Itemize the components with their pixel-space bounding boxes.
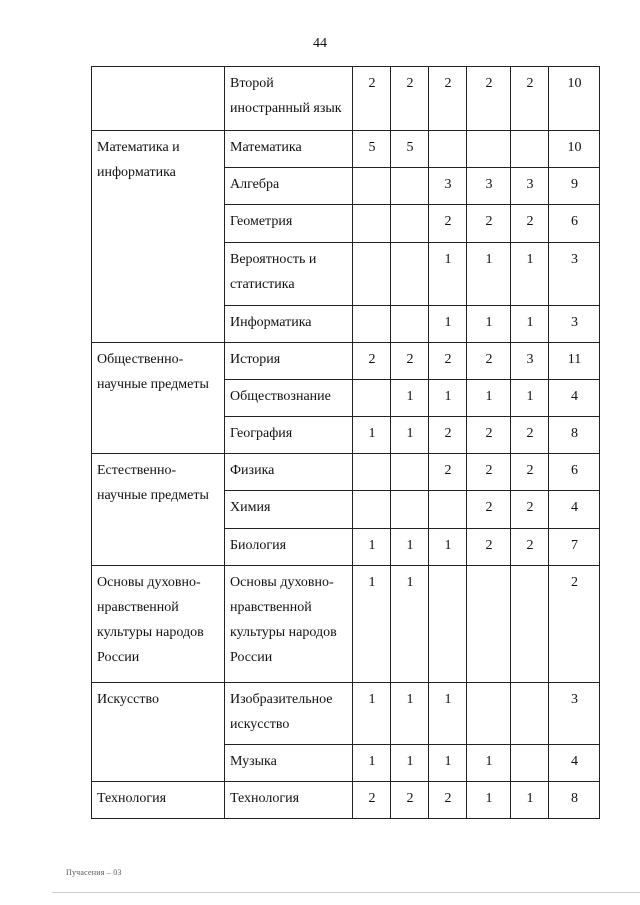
hours-cell: 1 — [353, 417, 391, 454]
subject-area-cell: Искусство — [92, 683, 225, 782]
hours-cell: 1 — [429, 683, 467, 745]
hours-cell: 1 — [353, 683, 391, 745]
hours-cell: 2 — [467, 205, 511, 243]
hours-cell: 2 — [511, 454, 549, 491]
total-cell: 7 — [549, 529, 600, 566]
hours-cell: 2 — [467, 343, 511, 380]
hours-cell: 2 — [511, 417, 549, 454]
hours-cell: 1 — [467, 380, 511, 417]
hours-cell: 3 — [467, 168, 511, 205]
hours-cell: 3 — [511, 343, 549, 380]
subject-cell: Химия — [225, 491, 353, 529]
hours-cell — [353, 454, 391, 491]
subject-cell: Изобразительное искусство — [225, 683, 353, 745]
total-cell: 6 — [549, 454, 600, 491]
hours-cell — [353, 306, 391, 343]
hours-cell — [353, 491, 391, 529]
hours-cell: 2 — [429, 205, 467, 243]
hours-cell: 1 — [511, 782, 549, 819]
subject-area-cell: Естественно-научные предметы — [92, 454, 225, 566]
total-cell: 8 — [549, 782, 600, 819]
subject-area-cell — [92, 67, 225, 131]
hours-cell — [353, 205, 391, 243]
hours-cell: 3 — [511, 168, 549, 205]
hours-cell: 1 — [467, 306, 511, 343]
hours-cell — [467, 131, 511, 168]
hours-cell: 2 — [429, 417, 467, 454]
hours-cell — [429, 131, 467, 168]
subject-cell: Информатика — [225, 306, 353, 343]
hours-cell: 1 — [429, 306, 467, 343]
hours-cell: 2 — [511, 529, 549, 566]
hours-cell: 1 — [467, 243, 511, 306]
subject-cell: География — [225, 417, 353, 454]
hours-cell: 1 — [429, 529, 467, 566]
table-row — [92, 454, 600, 491]
hours-cell: 1 — [511, 380, 549, 417]
hours-cell — [391, 306, 429, 343]
subject-cell: История — [225, 343, 353, 380]
total-cell: 9 — [549, 168, 600, 205]
total-cell: 4 — [549, 380, 600, 417]
hours-cell: 5 — [391, 131, 429, 168]
hours-cell: 1 — [429, 243, 467, 306]
hours-cell: 2 — [467, 529, 511, 566]
hours-cell: 2 — [467, 417, 511, 454]
hours-cell: 2 — [429, 343, 467, 380]
hours-cell: 2 — [511, 67, 549, 131]
hours-cell: 2 — [391, 343, 429, 380]
hours-cell — [353, 243, 391, 306]
hours-cell — [511, 683, 549, 745]
hours-cell: 2 — [429, 454, 467, 491]
hours-cell — [391, 454, 429, 491]
hours-cell: 1 — [511, 306, 549, 343]
hours-cell: 2 — [467, 491, 511, 529]
total-cell: 3 — [549, 243, 600, 306]
hours-cell: 2 — [467, 454, 511, 491]
hours-cell: 1 — [391, 529, 429, 566]
hours-cell — [511, 131, 549, 168]
subject-cell: Технология — [225, 782, 353, 819]
page-number: 44 — [313, 36, 327, 51]
table-row — [92, 683, 600, 745]
total-cell: 8 — [549, 417, 600, 454]
footer-mark: Пучасения – 03 — [66, 868, 122, 877]
hours-cell: 1 — [353, 529, 391, 566]
subject-cell: Математика — [225, 131, 353, 168]
subject-cell: Обществознание — [225, 380, 353, 417]
total-cell: 4 — [549, 491, 600, 529]
table-row — [92, 782, 600, 819]
total-cell: 3 — [549, 306, 600, 343]
hours-cell: 3 — [429, 168, 467, 205]
hours-cell — [429, 566, 467, 683]
subject-area-cell: Общественно-научные предметы — [92, 343, 225, 454]
hours-cell — [511, 745, 549, 782]
hours-cell: 2 — [353, 343, 391, 380]
hours-cell — [429, 491, 467, 529]
hours-cell: 1 — [391, 566, 429, 683]
total-cell: 10 — [549, 67, 600, 131]
hours-cell: 1 — [429, 745, 467, 782]
hours-cell — [391, 205, 429, 243]
hours-cell — [391, 168, 429, 205]
total-cell: 10 — [549, 131, 600, 168]
hours-cell: 2 — [511, 205, 549, 243]
hours-cell — [511, 566, 549, 683]
hours-cell: 5 — [353, 131, 391, 168]
hours-cell: 1 — [391, 380, 429, 417]
hours-cell: 1 — [467, 782, 511, 819]
hours-cell: 2 — [511, 491, 549, 529]
hours-cell — [391, 491, 429, 529]
subject-cell: Биология — [225, 529, 353, 566]
hours-cell: 1 — [353, 566, 391, 683]
subject-cell: Геометрия — [225, 205, 353, 243]
subject-cell: Второй иностранный язык — [225, 67, 353, 131]
subject-cell: Музыка — [225, 745, 353, 782]
total-cell: 11 — [549, 343, 600, 380]
table-row — [92, 67, 600, 131]
hours-cell — [353, 168, 391, 205]
scan-edge-line — [52, 892, 640, 893]
hours-cell: 2 — [429, 67, 467, 131]
table-row — [92, 131, 600, 168]
total-cell: 3 — [549, 683, 600, 745]
hours-cell: 2 — [467, 67, 511, 131]
hours-cell: 1 — [467, 745, 511, 782]
subject-cell: Основы духовно-нравственной культуры народов России — [225, 566, 353, 683]
subject-cell: Физика — [225, 454, 353, 491]
hours-cell: 1 — [391, 417, 429, 454]
hours-cell: 1 — [391, 745, 429, 782]
total-cell: 6 — [549, 205, 600, 243]
hours-cell — [467, 683, 511, 745]
hours-cell — [467, 566, 511, 683]
hours-cell: 1 — [429, 380, 467, 417]
subject-cell: Вероятность и статистика — [225, 243, 353, 306]
hours-cell: 1 — [353, 745, 391, 782]
subject-area-cell: Математика и информатика — [92, 131, 225, 343]
subject-cell: Алгебра — [225, 168, 353, 205]
subject-area-cell: Технология — [92, 782, 225, 819]
curriculum-table — [91, 66, 600, 819]
hours-cell: 2 — [353, 67, 391, 131]
hours-cell: 2 — [429, 782, 467, 819]
hours-cell: 1 — [511, 243, 549, 306]
table-row — [92, 343, 600, 380]
hours-cell: 1 — [391, 683, 429, 745]
hours-cell: 2 — [353, 782, 391, 819]
table-row — [92, 566, 600, 683]
subject-area-cell: Основы духовно-нравственной культуры народов России — [92, 566, 225, 683]
hours-cell — [391, 243, 429, 306]
total-cell: 2 — [549, 566, 600, 683]
hours-cell: 2 — [391, 782, 429, 819]
total-cell: 4 — [549, 745, 600, 782]
hours-cell: 2 — [391, 67, 429, 131]
hours-cell — [353, 380, 391, 417]
